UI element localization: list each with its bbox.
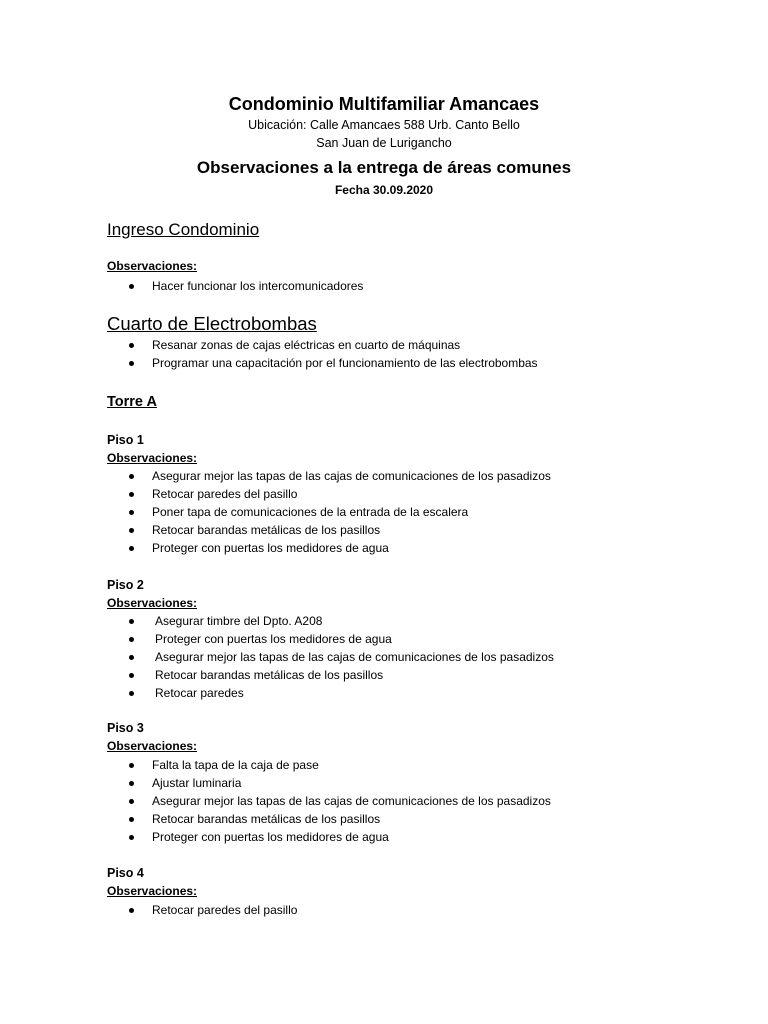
document-subtitle: Observaciones a la entrega de áreas comunes <box>196 158 572 177</box>
floor-label-1: Piso 1 <box>107 433 144 447</box>
bullet-icon <box>129 528 134 533</box>
bullet-icon <box>129 691 134 696</box>
bullet-icon <box>129 619 134 624</box>
bullet-icon <box>129 673 134 678</box>
bullet-icon <box>129 763 134 768</box>
floor-label-3: Piso 3 <box>107 721 144 735</box>
bullet-icon <box>129 343 134 348</box>
bullet-icon <box>129 284 134 289</box>
document-date: Fecha 30.09.2020 <box>334 183 434 197</box>
bullet-icon <box>129 908 134 913</box>
bullet-icon <box>129 637 134 642</box>
bullet-icon <box>129 510 134 515</box>
document-page: Condominio Multifamiliar Amancaes Ubicación: Calle Amancaes 588 Urb. Canto Bello San Juan de Lurigancho Observaciones a la entrega de áreas comunes Fecha 30.09.2020 Ingreso Condominio Observaciones: Hacer funcionar los intercomunicadores Cuarto de Electrobombas Resanar zonas de cajas eléctricas en cuarto de máquinas Programar una capacitación por el funcionamiento de las electrobombas Torre A Piso 1 Observaciones: Asegurar mejor las tapas de las cajas de comunicaciones de los pasadizos Retocar paredes del pasillo Poner tapa de comunicaciones de la entrada de la escalera Retocar barandas metálicas de los pasillos Proteger con puertas los medidores de agua Piso 2 Observaciones: Asegurar timbre del Dpto. A208 Proteger con puertas los medidores de agua Asegurar mejor las tapas de las cajas de comunicaciones de los pasadizos Retocar barandas metálicas de los pasillos Retocar paredes Piso 3 Observaciones: Falta la tapa de la caja de pase Ajustar luminaria Asegurar mejor las tapas de las cajas de comunicaciones de los pasadizos Retocar barandas metálicas de los pasillos Proteger con puertas los medidores de agua Piso 4 Observaciones: Retocar paredes del pasillo <box>0 0 768 1024</box>
bullet-icon <box>129 474 134 479</box>
bullet-icon <box>129 492 134 497</box>
section-heading-ingreso: Ingreso Condominio <box>107 220 260 239</box>
floor-label-4: Piso 4 <box>107 866 144 880</box>
bullet-icon <box>129 781 134 786</box>
location-line-1: Ubicación: Calle Amancaes 588 Urb. Canto Bello <box>248 118 520 132</box>
bullet-icon <box>129 835 134 840</box>
location-line-2: San Juan de Lurigancho <box>316 136 452 150</box>
observations-label: Observaciones: <box>107 451 198 465</box>
bullet-icon <box>129 799 134 804</box>
section-heading-cuarto: Cuarto de Electrobombas <box>107 313 317 334</box>
bullet-icon <box>129 361 134 366</box>
observations-label: Observaciones: <box>107 596 198 610</box>
floor-label-2: Piso 2 <box>107 578 144 592</box>
observations-label: Observaciones: <box>107 884 198 898</box>
document-title: Condominio Multifamiliar Amancaes <box>228 94 540 114</box>
bullet-icon <box>129 817 134 822</box>
section-heading-torre: Torre A <box>107 394 157 410</box>
bullet-icon <box>129 655 134 660</box>
bullet-icon <box>129 546 134 551</box>
observations-label: Observaciones: <box>107 259 198 273</box>
observations-label: Observaciones: <box>107 739 198 753</box>
